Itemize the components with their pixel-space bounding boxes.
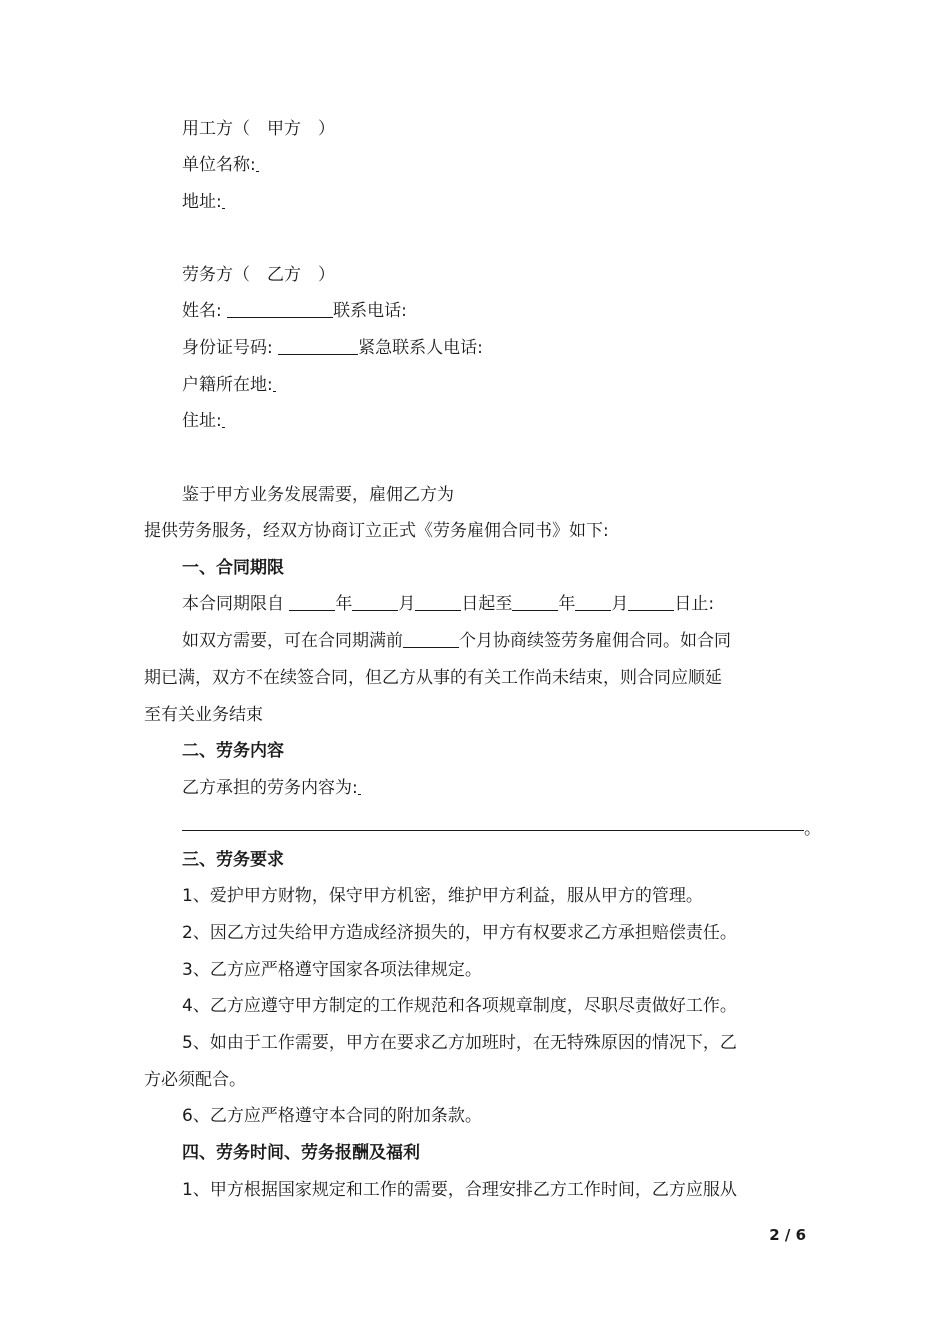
household-line [182,373,276,397]
contract-term-line [182,592,714,616]
name-phone-line [182,299,407,323]
renewal-months-blank [403,629,459,648]
service-content-blank [358,778,361,795]
page-number: 2 / 6 [769,1226,806,1244]
address-label: 地址: [182,192,222,212]
renewal-text-b: 个月协商续签劳务雇佣合同。如合同 [459,631,731,651]
unit-name-blank [256,155,259,172]
service-content-line [182,776,361,800]
renewal-line-2: 期已满，双方不在续签合同，但乙方从事的有关工作尚未结束，则合同应顺延 [144,668,722,688]
end-day-label: 日止: [674,594,715,614]
requirement-item-1: 1、爱护甲方财物，保守甲方机密，维护甲方利益，服从甲方的管理。 [182,886,703,906]
start-year-label: 年 [335,594,353,614]
renewal-text-a: 如双方需要，可在合同期满前 [182,631,403,651]
start-month-label: 月 [398,594,416,614]
end-day-blank [628,592,674,611]
household-blank [273,375,276,392]
requirement-item-2: 2、因乙方过失给甲方造成经济损失的，甲方有权要求乙方承担赔偿责任。 [182,923,737,943]
service-content-end-mark: 。 [804,819,821,839]
address-line [182,190,225,214]
requirement-item-5-line-1: 5、如由于工作需要，甲方在要求乙方加班时，在无特殊原因的情况下，乙 [182,1033,737,1053]
service-content-fill-line [182,830,804,831]
start-day-blank [415,592,461,611]
name-label: 姓名: [182,301,222,321]
start-month-blank [352,592,398,611]
address-blank [222,192,225,209]
end-month-blank [575,592,611,611]
end-month-label: 月 [611,594,629,614]
phone-label: 联系电话: [333,301,407,321]
end-year-blank [512,592,558,611]
residence-label: 住址: [182,411,222,431]
household-label: 户籍所在地: [182,375,273,395]
preamble-line-2: 提供劳务服务，经双方协商订立正式《劳务雇佣合同书》如下: [144,521,609,541]
residence-blank [222,411,225,428]
section-3-title: 三、劳务要求 [182,850,284,870]
unit-name-label: 单位名称: [182,155,256,175]
name-blank [227,299,333,318]
requirement-item-3: 3、乙方应严格遵守国家各项法律规定。 [182,960,482,980]
party-b-heading: 劳务方（ 乙方 ） [182,265,335,285]
service-content-label: 乙方承担的劳务内容为: [182,778,358,798]
section-2-title: 二、劳务内容 [182,741,284,761]
party-a-heading: 用工方（ 甲方 ） [182,119,335,139]
residence-line [182,409,225,433]
start-year-blank [289,592,335,611]
emergency-phone-label: 紧急联系人电话: [358,338,483,358]
requirement-item-5-line-2: 方必须配合。 [144,1070,246,1090]
end-year-label: 年 [558,594,576,614]
id-label: 身份证号码: [182,338,273,358]
section-4-title: 四、劳务时间、劳务报酬及福利 [182,1143,420,1163]
requirement-item-4: 4、乙方应遵守甲方制定的工作规范和各项规章制度，尽职尽责做好工作。 [182,996,737,1016]
section-4-item-1-line-1: 1、甲方根据国家规定和工作的需要，合理安排乙方工作时间，乙方应服从 [182,1180,737,1200]
renewal-line-1 [182,629,731,653]
preamble-line-1: 鉴于甲方业务发展需要，雇佣乙方为 [182,485,454,505]
requirement-item-6: 6、乙方应严格遵守本合同的附加条款。 [182,1106,482,1126]
unit-name-line [182,153,259,177]
term-prefix: 本合同期限自 [182,594,284,614]
renewal-line-3: 至有关业务结束 [144,705,263,725]
start-day-label: 日起至 [461,594,513,614]
section-1-title: 一、合同期限 [182,558,284,578]
id-blank [278,336,358,355]
id-emergency-line [182,336,483,360]
